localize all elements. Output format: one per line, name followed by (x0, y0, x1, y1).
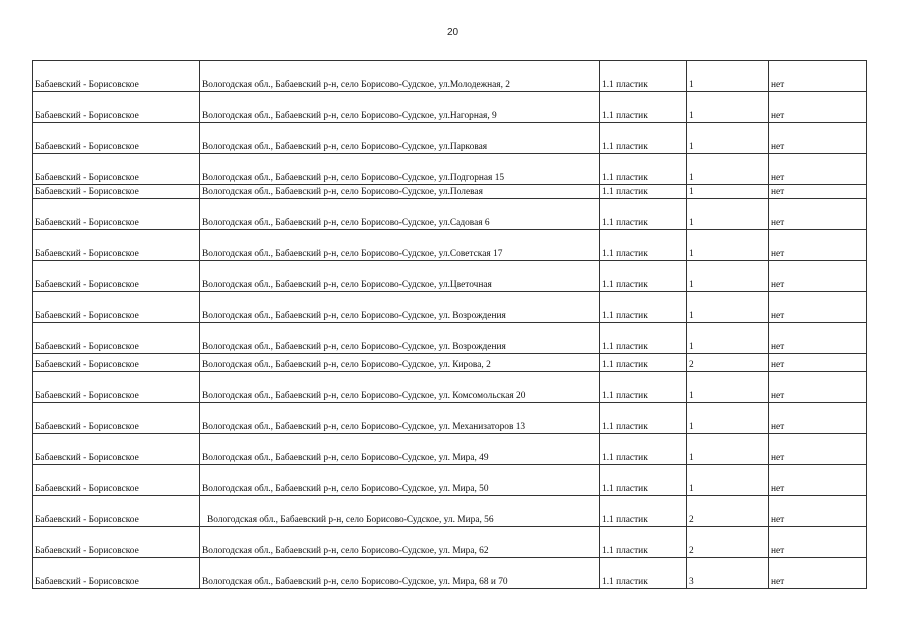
note-cell: нет (769, 558, 867, 589)
address-cell: Вологодская обл., Бабаевский р-н, село Борисово-Судское, ул.Парковая (200, 123, 600, 154)
count-cell: 1 (687, 323, 769, 354)
municipality-cell: Бабаевский - Борисовское (33, 292, 200, 323)
note-cell: нет (769, 199, 867, 230)
count-cell: 1 (687, 372, 769, 403)
page-number: 20 (446, 27, 459, 38)
table-row (33, 154, 867, 185)
address-cell: Вологодская обл., Бабаевский р-н, село Борисово-Судское, ул. Мира, 62 (200, 527, 600, 558)
material-cell: 1.1 пластик (600, 92, 687, 123)
material-cell: 1.1 пластик (600, 154, 687, 185)
address-cell: Вологодская обл., Бабаевский р-н, село Борисово-Судское, ул.Советская 17 (200, 230, 600, 261)
address-cell: Вологодская обл., Бабаевский р-н, село Борисово-Судское, ул. Возрождения (200, 292, 600, 323)
count-cell: 1 (687, 292, 769, 323)
address-cell: Вологодская обл., Бабаевский р-н, село Борисово-Судское, ул. Мира, 49 (200, 434, 600, 465)
count-cell: 1 (687, 61, 769, 92)
table-row (33, 496, 867, 527)
municipality-cell: Бабаевский - Борисовское (33, 323, 200, 354)
municipality-cell: Бабаевский - Борисовское (33, 465, 200, 496)
note-cell: нет (769, 292, 867, 323)
table-row (33, 230, 867, 261)
note-cell: нет (769, 323, 867, 354)
table-row (33, 292, 867, 323)
note-cell: нет (769, 261, 867, 292)
municipality-cell: Бабаевский - Борисовское (33, 123, 200, 154)
note-cell: нет (769, 123, 867, 154)
municipality-cell: Бабаевский - Борисовское (33, 558, 200, 589)
material-cell: 1.1 пластик (600, 123, 687, 154)
count-cell: 1 (687, 185, 769, 199)
note-cell: нет (769, 434, 867, 465)
table-row (33, 403, 867, 434)
material-cell: 1.1 пластик (600, 261, 687, 292)
material-cell: 1.1 пластик (600, 354, 687, 372)
municipality-cell: Бабаевский - Борисовское (33, 230, 200, 261)
municipality-cell: Бабаевский - Борисовское (33, 185, 200, 199)
table-row (33, 354, 867, 372)
address-cell: Вологодская обл., Бабаевский р-н, село Борисово-Судское, ул.Цветочная (200, 261, 600, 292)
table-row (33, 372, 867, 403)
count-cell: 1 (687, 154, 769, 185)
table-row (33, 199, 867, 230)
municipality-cell: Бабаевский - Борисовское (33, 261, 200, 292)
municipality-cell: Бабаевский - Борисовское (33, 92, 200, 123)
municipality-cell: Бабаевский - Борисовское (33, 527, 200, 558)
table-row (33, 527, 867, 558)
table-row (33, 261, 867, 292)
note-cell: нет (769, 92, 867, 123)
count-cell: 2 (687, 496, 769, 527)
note-cell: нет (769, 496, 867, 527)
municipality-cell: Бабаевский - Борисовское (33, 199, 200, 230)
note-cell: нет (769, 465, 867, 496)
address-cell: Вологодская обл., Бабаевский р-н, село Борисово-Судское, ул. Возрождения (200, 323, 600, 354)
count-cell: 1 (687, 434, 769, 465)
material-cell: 1.1 пластик (600, 434, 687, 465)
table-row (33, 558, 867, 589)
address-cell: Вологодская обл., Бабаевский р-н, село Борисово-Судское, ул.Молодежная, 2 (200, 61, 600, 92)
table-row (33, 185, 867, 199)
address-cell: Вологодская обл., Бабаевский р-н, село Борисово-Судское, ул.Садовая 6 (200, 199, 600, 230)
municipality-cell: Бабаевский - Борисовское (33, 354, 200, 372)
count-cell: 1 (687, 261, 769, 292)
material-cell: 1.1 пластик (600, 230, 687, 261)
address-cell: Вологодская обл., Бабаевский р-н, село Борисово-Судское, ул.Подгорная 15 (200, 154, 600, 185)
count-cell: 1 (687, 199, 769, 230)
registry-table (32, 60, 867, 589)
address-cell: Вологодская обл., Бабаевский р-н, село Борисово-Судское, ул. Кирова, 2 (200, 354, 600, 372)
count-cell: 1 (687, 403, 769, 434)
count-cell: 1 (687, 123, 769, 154)
note-cell: нет (769, 403, 867, 434)
material-cell: 1.1 пластик (600, 185, 687, 199)
count-cell: 3 (687, 558, 769, 589)
count-cell: 2 (687, 354, 769, 372)
material-cell: 1.1 пластик (600, 372, 687, 403)
count-cell: 1 (687, 465, 769, 496)
municipality-cell: Бабаевский - Борисовское (33, 154, 200, 185)
material-cell: 1.1 пластик (600, 292, 687, 323)
count-cell: 1 (687, 230, 769, 261)
address-cell: Вологодская обл., Бабаевский р-н, село Борисово-Судское, ул. Механизаторов 13 (200, 403, 600, 434)
address-cell: Вологодская обл., Бабаевский р-н, село Борисово-Судское, ул. Комсомольская 20 (200, 372, 600, 403)
address-cell: Вологодская обл., Бабаевский р-н, село Борисово-Судское, ул. Мира, 68 и 70 (200, 558, 600, 589)
address-cell: Вологодская обл., Бабаевский р-н, село Борисово-Судское, ул. Мира, 56 (200, 496, 600, 527)
note-cell: нет (769, 185, 867, 199)
address-cell: Вологодская обл., Бабаевский р-н, село Борисово-Судское, ул. Мира, 50 (200, 465, 600, 496)
material-cell: 1.1 пластик (600, 465, 687, 496)
note-cell: нет (769, 527, 867, 558)
table-row (33, 92, 867, 123)
municipality-cell: Бабаевский - Борисовское (33, 403, 200, 434)
table-row (33, 123, 867, 154)
count-cell: 1 (687, 92, 769, 123)
municipality-cell: Бабаевский - Борисовское (33, 496, 200, 527)
municipality-cell: Бабаевский - Борисовское (33, 61, 200, 92)
note-cell: нет (769, 354, 867, 372)
table-row (33, 465, 867, 496)
material-cell: 1.1 пластик (600, 199, 687, 230)
municipality-cell: Бабаевский - Борисовское (33, 434, 200, 465)
material-cell: 1.1 пластик (600, 323, 687, 354)
note-cell: нет (769, 230, 867, 261)
table-row (33, 434, 867, 465)
address-cell: Вологодская обл., Бабаевский р-н, село Борисово-Судское, ул.Полевая (200, 185, 600, 199)
address-cell: Вологодская обл., Бабаевский р-н, село Борисово-Судское, ул.Нагорная, 9 (200, 92, 600, 123)
note-cell: нет (769, 154, 867, 185)
table-row (33, 323, 867, 354)
material-cell: 1.1 пластик (600, 527, 687, 558)
material-cell: 1.1 пластик (600, 61, 687, 92)
material-cell: 1.1 пластик (600, 558, 687, 589)
municipality-cell: Бабаевский - Борисовское (33, 372, 200, 403)
note-cell: нет (769, 372, 867, 403)
material-cell: 1.1 пластик (600, 496, 687, 527)
table-row (33, 61, 867, 92)
note-cell: нет (769, 61, 867, 92)
material-cell: 1.1 пластик (600, 403, 687, 434)
count-cell: 2 (687, 527, 769, 558)
